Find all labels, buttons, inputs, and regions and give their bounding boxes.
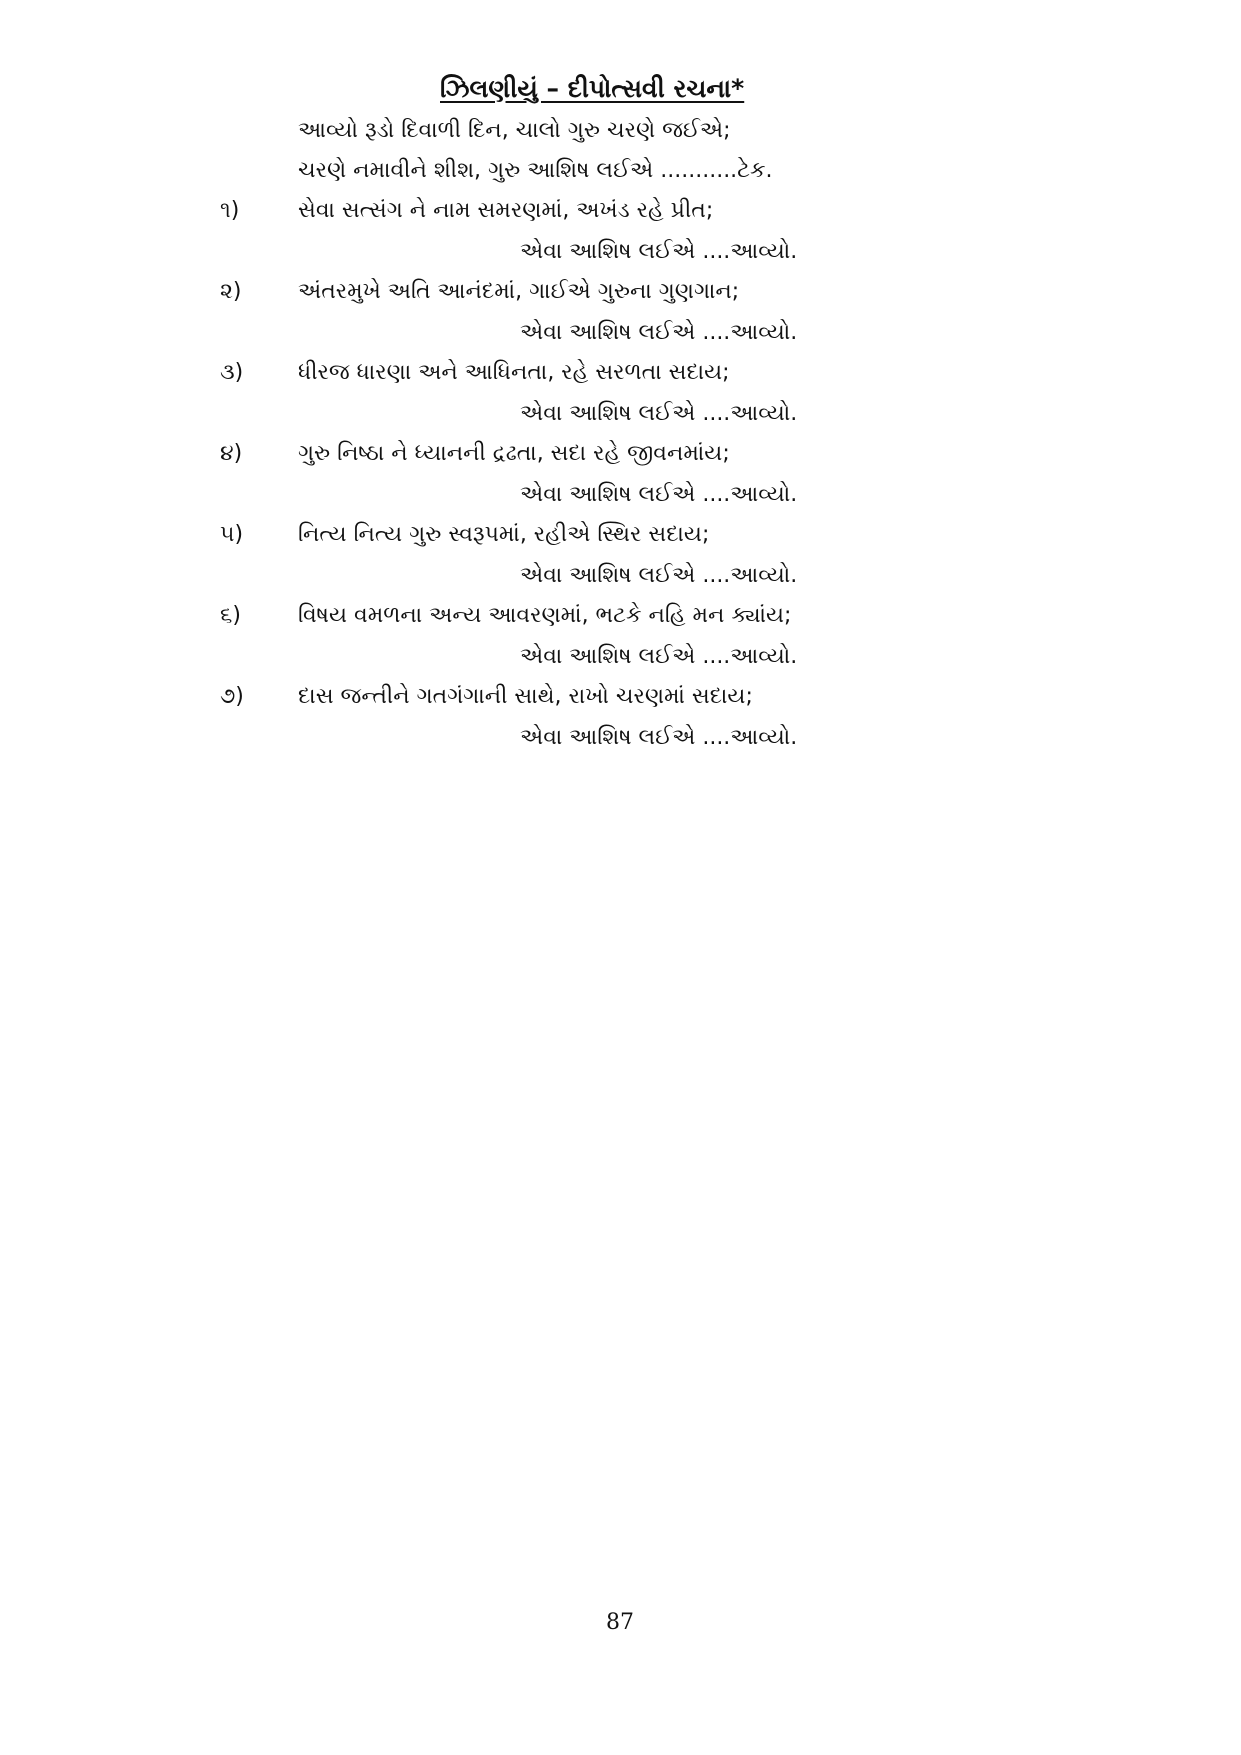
verse-text: અંતરમુખે અતિ આનંદમાં, ગાઈએ ગુરુના ગુણગાન; bbox=[298, 279, 740, 304]
verse-number: ૭) bbox=[220, 684, 244, 709]
verse-number: ૪) bbox=[220, 441, 243, 466]
verse-text: ધીરજ ધારણા અને આધિનતા, રહે સરળતા સદાય; bbox=[298, 360, 730, 385]
page-number: 87 bbox=[606, 1610, 634, 1635]
verse-refrain: એવા આશિષ લઈએ ....આવ્યો. bbox=[520, 320, 798, 345]
verse-text: વિષય વમળના અન્ય આવરણમાં, ભટકે નહિ મન ક્યાંય; bbox=[298, 603, 792, 628]
chorus-line-2: ચરણે નમાવીને શીશ, ગુરુ આશિષ લઈએ ...........ટેક. bbox=[298, 158, 773, 183]
verse-number: ૩) bbox=[220, 360, 244, 385]
verse-refrain: એવા આશિષ લઈએ ....આવ્યો. bbox=[520, 725, 798, 750]
page-title: ઝિલણીયું – દીપોત્સવી રચના* bbox=[440, 74, 745, 103]
verse-number: ૧) bbox=[220, 198, 240, 223]
verse-number: ૨) bbox=[220, 279, 242, 304]
verse-number: ૬) bbox=[220, 603, 241, 628]
chorus-line-1: આવ્યો રૂડો દિવાળી દિન, ચાલો ગુરુ ચરણે જઈએ; bbox=[298, 118, 731, 143]
verse-refrain: એવા આશિષ લઈએ ....આવ્યો. bbox=[520, 239, 798, 264]
verse-refrain: એવા આશિષ લઈએ ....આવ્યો. bbox=[520, 401, 798, 426]
verse-number: ૫) bbox=[220, 522, 244, 547]
verse-refrain: એવા આશિષ લઈએ ....આવ્યો. bbox=[520, 563, 798, 588]
verse-refrain: એવા આશિષ લઈએ ....આવ્યો. bbox=[520, 482, 798, 507]
verse-text: દાસ જન્તીને ગતગંગાની સાથે, રાખો ચરણમાં સદાય; bbox=[298, 684, 753, 709]
verse-text: સેવા સત્સંગ ને નામ સમરણમાં, અખંડ રહે પ્રીત; bbox=[298, 198, 714, 223]
verse-text: ગુરુ નિષ્ઠા ને ધ્યાનની દ્રઢતા, સદા રહે જીવનમાંય; bbox=[298, 441, 730, 466]
verse-text: નિત્ય નિત્ય ગુરુ સ્વરૂપમાં, રહીએ સ્થિર સદાય; bbox=[298, 522, 710, 547]
verse-refrain: એવા આશિષ લઈએ ....આવ્યો. bbox=[520, 644, 798, 669]
